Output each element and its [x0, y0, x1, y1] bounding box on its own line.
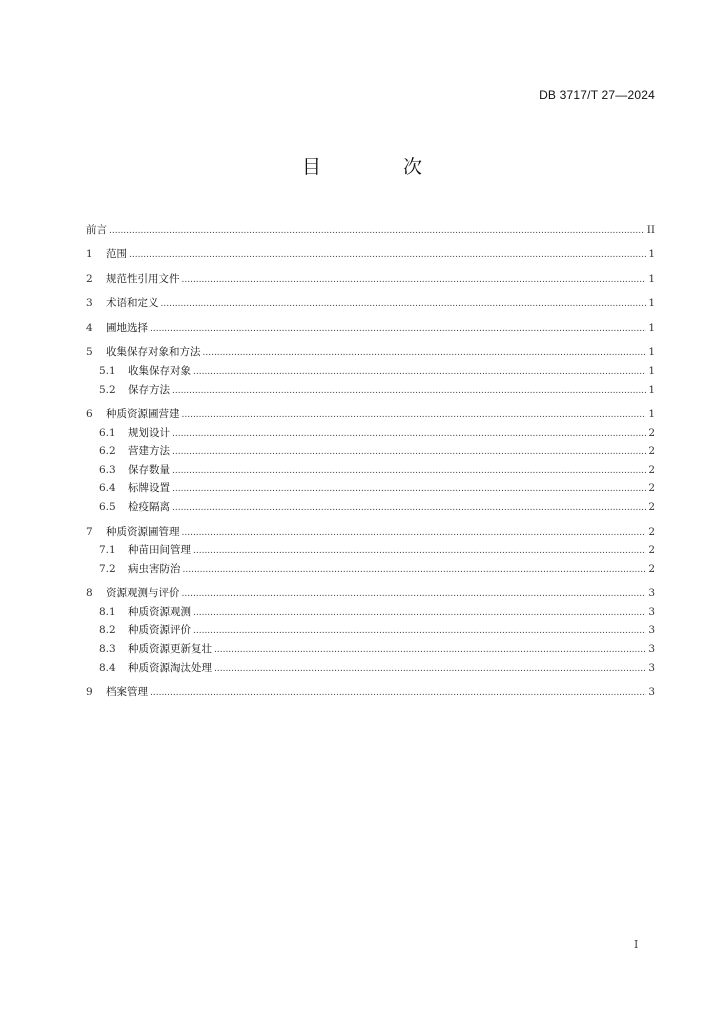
toc-dot-leader: [150, 684, 646, 703]
toc-entry[interactable]: [86, 221, 655, 240]
toc-entry-number: 1: [86, 248, 93, 261]
toc-dot-leader: [183, 561, 647, 580]
toc-dot-leader: [182, 524, 647, 543]
toc-entry-number: 3: [86, 297, 93, 310]
toc-entry-page: 2: [648, 445, 655, 458]
toc-entry-label: 种质资源圃管理: [106, 525, 180, 538]
toc-entry-number: 8.1: [99, 605, 116, 618]
toc-entry-number: 5: [86, 346, 93, 359]
toc-entry-label: 种质资源圃营建: [106, 408, 180, 421]
toc-entry-number: 8: [86, 587, 93, 600]
toc-entry-page: II: [646, 224, 655, 236]
toc-dot-leader: [214, 660, 646, 679]
toc-entry[interactable]: [86, 294, 655, 313]
toc-entry[interactable]: [86, 245, 655, 264]
toc-entry-page: 1: [648, 383, 655, 396]
toc-entry-number: 7.2: [99, 562, 116, 575]
toc-entry-label: 规划设计: [128, 426, 170, 439]
toc-dot-leader: [172, 382, 646, 401]
toc-entry-label: 档案管理: [106, 686, 148, 699]
toc-entry[interactable]: [86, 659, 655, 678]
toc-dot-leader: [182, 271, 647, 290]
toc-entry-page: 1: [648, 272, 655, 285]
toc-entry-page: 3: [648, 661, 655, 674]
toc-dot-leader: [109, 222, 645, 241]
toc-entry-page: 2: [648, 426, 655, 439]
toc-entry-page: 2: [648, 525, 655, 538]
toc-entry[interactable]: [86, 498, 655, 517]
toc-entry-page: 1: [648, 297, 655, 310]
toc-entry-label: 圃地选择: [106, 321, 148, 334]
toc-entry-page: 1: [648, 248, 655, 261]
toc-entry-number: 9: [86, 686, 93, 699]
toc-entry-label: 规范性引用文件: [106, 272, 180, 285]
toc-entry-label: 收集保存对象和方法: [106, 346, 201, 359]
toc-entry-label: 种质资源评价: [128, 624, 191, 637]
toc-entry-page: 1: [648, 346, 655, 359]
toc-entry[interactable]: [86, 523, 655, 542]
toc-dot-leader: [172, 480, 646, 499]
toc-entry[interactable]: [86, 442, 655, 461]
toc-dot-leader: [161, 295, 647, 314]
toc-entry-label: 种质资源淘汰处理: [128, 661, 212, 674]
toc-entry[interactable]: [86, 479, 655, 498]
toc-entry[interactable]: [86, 621, 655, 640]
toc-dot-leader: [172, 462, 646, 481]
toc-entry-label: 保存方法: [128, 383, 170, 396]
toc-entry[interactable]: [86, 603, 655, 622]
document-code: DB 3717/T 27—2024: [539, 88, 655, 102]
toc-entry-number: 6.2: [99, 445, 116, 458]
toc-entry-number: 5.1: [99, 365, 116, 378]
table-of-contents: [86, 221, 655, 702]
toc-dot-leader: [193, 363, 646, 382]
toc-entry-label: 资源观测与评价: [106, 587, 180, 600]
toc-entry-label: 种苗田间管理: [128, 544, 191, 557]
toc-entry-number: 6.1: [99, 426, 116, 439]
toc-entry-number: 2: [86, 272, 93, 285]
toc-dot-leader: [182, 585, 647, 604]
toc-entry[interactable]: [86, 560, 655, 579]
toc-entry-page: 2: [648, 562, 655, 575]
toc-entry-label: 术语和定义: [106, 297, 159, 310]
page-number: I: [634, 938, 639, 951]
toc-entry[interactable]: [86, 405, 655, 424]
toc-entry[interactable]: [86, 584, 655, 603]
toc-entry[interactable]: [86, 362, 655, 381]
toc-entry[interactable]: [86, 541, 655, 560]
toc-dot-leader: [172, 443, 646, 462]
toc-dot-leader: [203, 344, 647, 363]
toc-dot-leader: [193, 622, 646, 641]
toc-entry-page: 1: [648, 408, 655, 421]
toc-entry[interactable]: [86, 343, 655, 362]
toc-entry-number: 8.2: [99, 624, 116, 637]
toc-entry[interactable]: [86, 424, 655, 443]
toc-entry[interactable]: [86, 461, 655, 480]
toc-entry[interactable]: [86, 381, 655, 400]
toc-dot-leader: [193, 542, 646, 561]
toc-entry-page: 2: [648, 463, 655, 476]
toc-entry-number: 8.3: [99, 643, 116, 655]
toc-entry-number: 5.2: [99, 383, 116, 396]
toc-dot-leader: [172, 425, 646, 444]
toc-entry-page: 2: [648, 544, 655, 557]
toc-entry[interactable]: [86, 270, 655, 289]
toc-entry-page: 3: [648, 624, 655, 637]
toc-entry-number: 7: [86, 525, 93, 538]
toc-entry-page: 3: [648, 643, 655, 655]
toc-dot-leader: [214, 641, 646, 660]
toc-dot-leader: [193, 604, 646, 623]
toc-entry-label: 营建方法: [128, 445, 170, 458]
toc-entry[interactable]: [86, 319, 655, 338]
toc-entry-label: 种质资源观测: [128, 605, 191, 618]
toc-entry-number: 7.1: [99, 544, 116, 557]
toc-entry-label: 检疫隔离: [128, 501, 170, 514]
toc-entry-page: 3: [648, 587, 655, 600]
toc-dot-leader: [150, 320, 646, 339]
toc-dot-leader: [182, 406, 647, 425]
toc-entry-number: 6.4: [99, 482, 116, 495]
toc-entry-page: 1: [648, 365, 655, 378]
toc-entry-label: 种质资源更新复壮: [128, 643, 212, 655]
toc-entry-number: 4: [86, 321, 93, 334]
toc-entry-page: 3: [648, 605, 655, 618]
toc-entry-label: 标牌设置: [128, 482, 170, 495]
toc-entry[interactable]: [86, 640, 655, 659]
toc-entry-label: 前言: [86, 224, 107, 236]
toc-entry-page: 3: [648, 686, 655, 699]
toc-entry-number: 6.3: [99, 463, 116, 476]
toc-entry-label: 范围: [106, 248, 127, 261]
toc-title: 目 次: [301, 156, 461, 178]
toc-entry-label: 收集保存对象: [128, 365, 191, 378]
toc-dot-leader: [129, 246, 646, 265]
toc-entry-label: 病虫害防治: [128, 562, 181, 575]
toc-dot-leader: [172, 499, 646, 518]
toc-entry[interactable]: [86, 683, 655, 702]
toc-entry-page: 2: [648, 501, 655, 514]
toc-entry-page: 1: [648, 321, 655, 334]
toc-entry-number: 6: [86, 408, 93, 421]
toc-entry-number: 8.4: [99, 661, 116, 674]
toc-entry-label: 保存数量: [128, 463, 170, 476]
toc-entry-number: 6.5: [99, 501, 116, 514]
toc-entry-page: 2: [648, 482, 655, 495]
